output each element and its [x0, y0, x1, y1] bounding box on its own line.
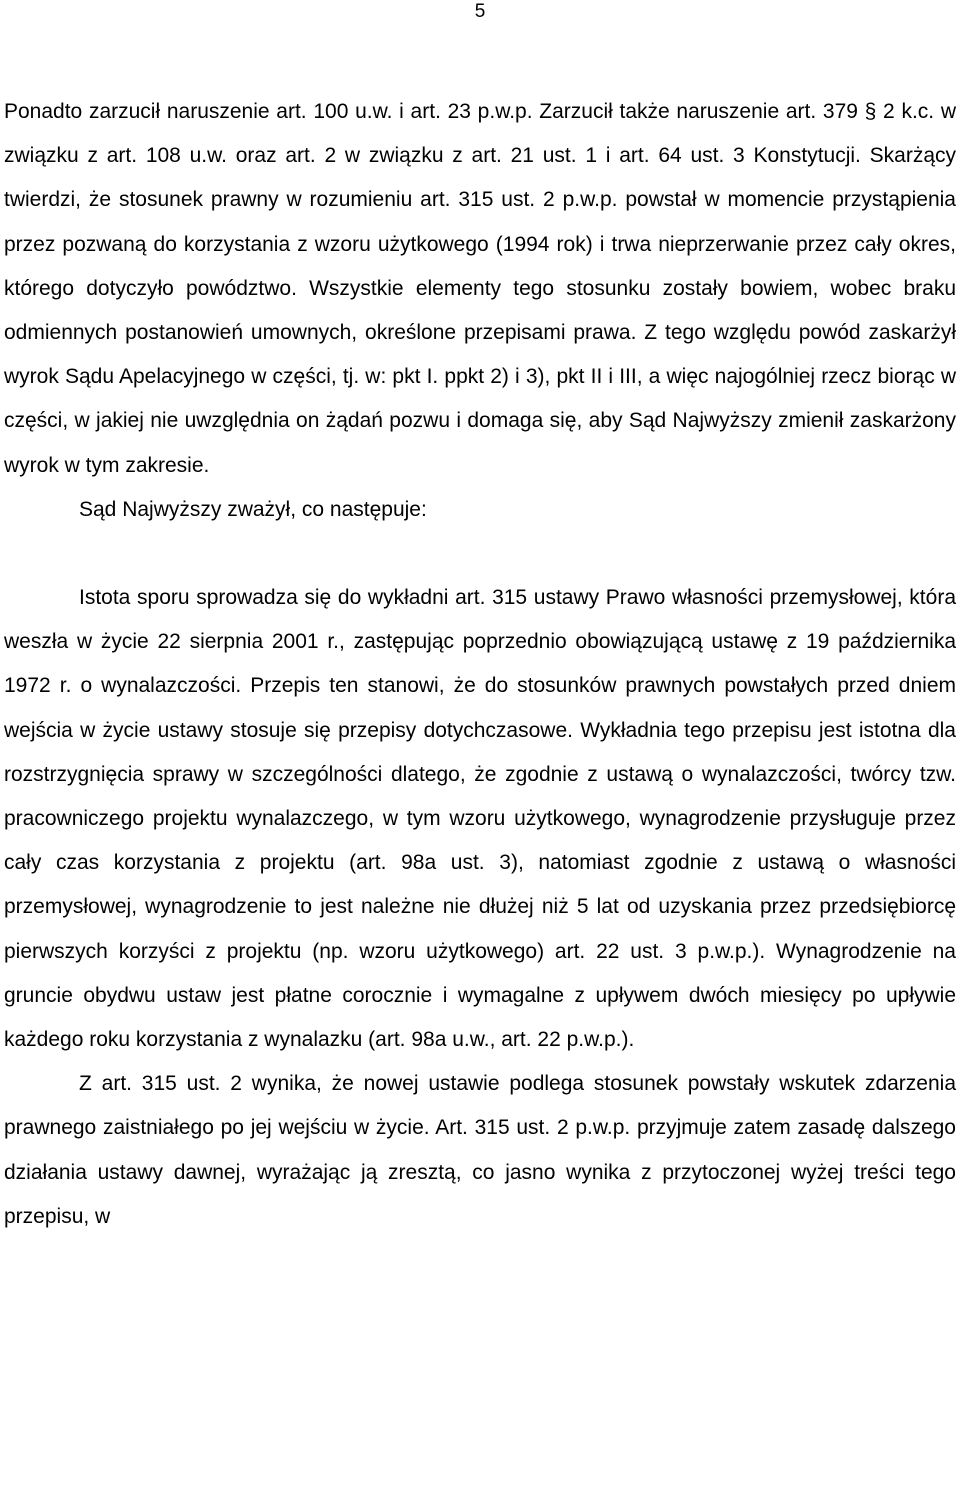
paragraph-art-315: Z art. 315 ust. 2 wynika, że nowej ustawie podlega stosunek powstały wskutek zdarzenia prawnego zaistniałego po jej wejściu w życie. Art. 315 ust. 2 p.w.p. przyjmuje zatem zasadę dalszego działania ustawy dawnej, wyrażając ją zresztą, co jasno wynika z przytoczonej wyżej treści tego przepisu, w — [4, 1072, 956, 1228]
paragraph-core-issue: Istota sporu sprowadza się do wykładni art. 315 ustawy Prawo własności przemysłowej, która weszła w życie 22 sierpnia 2001 r., zastępując poprzednio obowiązującą ustawę z 19 października 1972 r. o wynalazczości. Przepis ten stanowi, że do stosunków prawnych powstałych przed dniem wejścia w życie ustawy stosuje się przepisy dotychczasowe. Wykładnia tego przepisu jest istotna dla rozstrzygnięcia sprawy w szczególności dlatego, że zgodnie z ustawą o wynalazczości, twórcy tzw. pracowniczego projektu wynalazczego, w tym wzoru użytkowego, wynagrodzenie przysługuje przez cały czas korzystania z projektu (art. 98a ust. 3), natomiast zgodnie z ustawą o własności przemysłowej, wynagrodzenie to jest należne nie dłużej niż 5 lat od uzyskania przez przedsiębiorcę pierwszych korzyści z projektu (np. wzoru użytkowego) art. 22 ust. 3 p.w.p.). Wynagrodzenie na gruncie obydwu ustaw jest płatne corocznie i wymagalne z upływem dwóch miesięcy po upływie każdego roku korzystania z wynalazku (art. 98a u.w., art. 22 p.w.p.). — [4, 586, 956, 1052]
section-heading: Sąd Najwyższy zważył, co następuje: — [79, 497, 427, 521]
page-number: 5 — [474, 1, 486, 22]
paragraph-arguments: Ponadto zarzucił naruszenie art. 100 u.w. i art. 23 p.w.p. Zarzucił także naruszenie art. 379 § 2 k.c. w związku z art. 108 u.w. oraz art. 2 w związku z art. 21 ust. 1 i art. 64 ust. 3 Konstytucji. Skarżący twierdzi, że stosunek prawny w rozumieniu art. 315 ust. 2 p.w.p. powstał w momencie przystąpienia przez pozwaną do korzystania z wzoru użytkowego (1994 rok) i trwa nieprzerwanie przez cały okres, którego dotyczyło powództwo. Wszystkie elementy tego stosunku zostały bowiem, wobec braku odmiennych postanowień umownych, określone przepisami prawa. Z tego względu powód zaskarżył wyrok Sądu Apelacyjnego w części, tj. w: pkt I. ppkt 2) i 3), pkt II i III, a więc najogólniej rzecz biorąc w części, w jakiej nie uwzględnia on żądań pozwu i domaga się, aby Sąd Najwyższy zmienił zaskarżony wyrok w tym zakresie. — [4, 100, 956, 477]
document-body — [4, 90, 956, 1239]
